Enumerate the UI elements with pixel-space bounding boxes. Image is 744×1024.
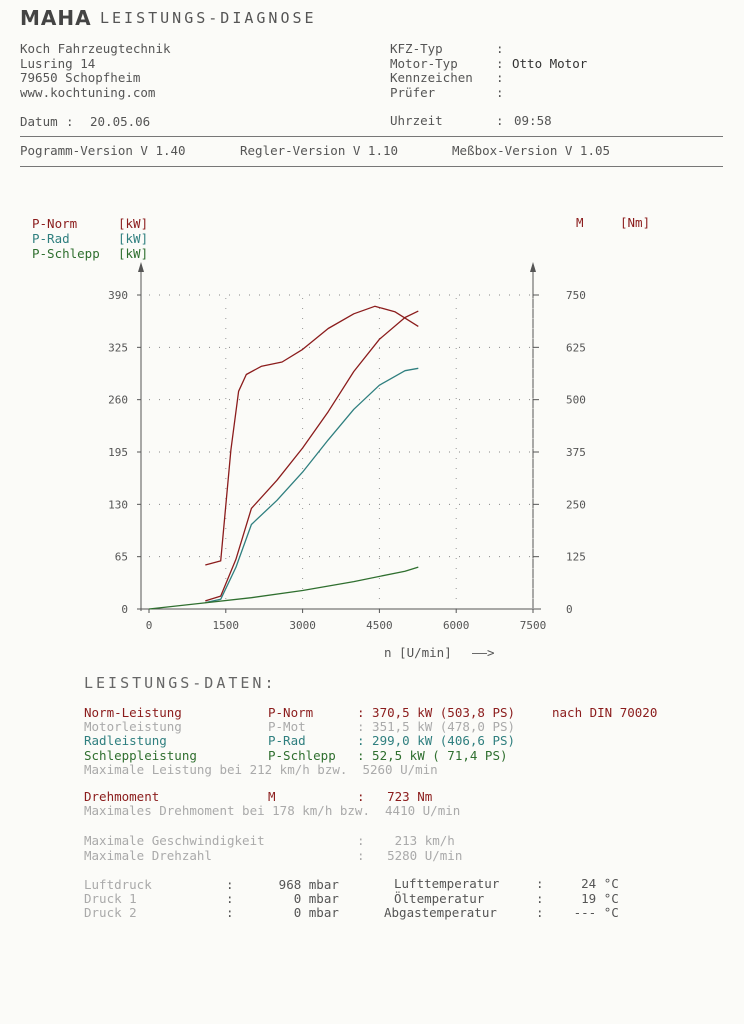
- x-axis-label: n [U/min]: [384, 645, 452, 660]
- uhrzeit-value: 09:58: [514, 113, 552, 128]
- row-label: Radleistung: [84, 733, 167, 748]
- kennzeichen-label: Kennzeichen: [390, 70, 473, 85]
- legend-p-norm-unit: [kW]: [118, 216, 149, 231]
- company-web: www.kochtuning.com: [20, 85, 156, 100]
- y-left-tick-label: 390: [108, 289, 128, 302]
- drehmoment-value: : 723 Nm: [357, 789, 433, 804]
- y-left-tick-label: 65: [114, 550, 128, 564]
- druck2-label: Druck 2: [84, 905, 137, 920]
- x-tick-label: 7500: [519, 619, 547, 632]
- legend-p-norm: P-Norm: [32, 216, 78, 231]
- row-extra: nach DIN 70020: [552, 705, 658, 720]
- x-axis-arrow: ——>: [472, 645, 495, 660]
- pruefer-label: Prüfer: [390, 85, 436, 100]
- programm-version: Pogramm-Version V 1.40: [20, 143, 186, 158]
- maha-logo: MAHA: [20, 6, 92, 30]
- oeltemp-value: : 19 °C: [536, 891, 619, 906]
- luftdruck-value: : 968 mbar: [226, 877, 339, 892]
- drehmoment-key: M: [268, 789, 276, 804]
- max-drehmoment: Maximales Drehmoment bei 178 km/h bzw. 4410 U/min: [84, 803, 461, 818]
- uhrzeit-label: Uhrzeit: [390, 113, 443, 128]
- colon: :: [496, 85, 504, 100]
- colon: :: [66, 114, 74, 129]
- legend-p-rad: P-Rad: [32, 231, 70, 246]
- row-label: Norm-Leistung: [84, 705, 182, 720]
- leistungs-daten-title: LEISTUNGS-DATEN:: [84, 674, 277, 692]
- druck2-value: : 0 mbar: [226, 905, 339, 920]
- datum-label: Datum: [20, 114, 58, 129]
- y-right-tick-label: 375: [566, 446, 586, 459]
- y-right-tick-label: 250: [566, 498, 586, 512]
- druck1-value: : 0 mbar: [226, 891, 339, 906]
- oeltemp-label: Öltemperatur: [394, 891, 485, 906]
- row-value: : 351,5 kW (478,0 PS): [357, 719, 516, 734]
- x-tick-label: 0: [145, 619, 153, 632]
- row-value: : 52,5 kW ( 71,4 PS): [357, 748, 508, 763]
- y-left-tick-label: 325: [108, 341, 128, 355]
- y-right-tick-label: 750: [566, 289, 586, 302]
- series-line-p-norm: [205, 311, 418, 601]
- y-left-tick-label: 195: [108, 446, 128, 459]
- y-left-tick-label: 0: [121, 603, 128, 616]
- luftdruck-label: Luftdruck: [84, 877, 152, 892]
- abgastemp-value: : --- °C: [536, 905, 619, 920]
- x-tick-label: 4500: [366, 619, 393, 632]
- x-tick-label: 1500: [212, 619, 240, 632]
- y-right-tick-label: 625: [566, 341, 586, 355]
- y-right-arrow-icon: [530, 262, 536, 272]
- drehmoment-label: Drehmoment: [84, 789, 160, 804]
- colon: :: [496, 41, 504, 56]
- legend-p-schlepp: P-Schlepp: [32, 246, 100, 261]
- colon: :: [496, 56, 504, 71]
- company-city: 79650 Schopfheim: [20, 70, 141, 85]
- max-geschw-value: : 213 km/h: [357, 833, 455, 848]
- messbox-version: Meßbox-Version V 1.05: [452, 143, 611, 158]
- motor-typ-value: Otto Motor: [512, 56, 588, 71]
- series-line-p-schlepp: [149, 567, 418, 609]
- row-key: P-Schlepp: [268, 748, 336, 763]
- y-right-tick-label: 0: [566, 603, 573, 616]
- legend-p-rad-unit: [kW]: [118, 231, 149, 246]
- x-tick-label: 6000: [442, 619, 470, 632]
- lufttemp-value: : 24 °C: [536, 876, 619, 891]
- legend-p-schlepp-unit: [kW]: [118, 246, 149, 261]
- max-drehzahl-label: Maximale Drehzahl: [84, 848, 212, 863]
- abgastemp-label: Abgastemperatur: [384, 905, 497, 920]
- row-key: P-Mot: [268, 719, 306, 734]
- kfz-typ-label: KFZ-Typ: [390, 41, 443, 56]
- y-left-tick-label: 130: [108, 498, 128, 512]
- max-geschw-label: Maximale Geschwindigkeit: [84, 833, 265, 848]
- regler-version: Regler-Version V 1.10: [240, 143, 399, 158]
- company-street: Lusring 14: [20, 56, 96, 71]
- legend-m-unit: [Nm]: [620, 215, 651, 230]
- lufttemp-label: Lufttemperatur: [394, 876, 500, 891]
- max-drehzahl-value: : 5280 U/min: [357, 848, 463, 863]
- max-leistung: Maximale Leistung bei 212 km/h bzw. 5260 U/min: [84, 762, 438, 777]
- druck1-label: Druck 1: [84, 891, 137, 906]
- legend-m: M: [576, 215, 584, 230]
- x-tick-label: 3000: [289, 619, 316, 632]
- motor-typ-label: Motor-Typ: [390, 56, 458, 71]
- row-key: P-Norm: [268, 705, 314, 720]
- row-label: Schleppleistung: [84, 748, 197, 763]
- row-key: P-Rad: [268, 733, 306, 748]
- y-left-tick-label: 260: [108, 393, 128, 407]
- y-right-tick-label: 125: [566, 550, 586, 564]
- y-right-tick-label: 500: [566, 393, 586, 407]
- row-value: : 299,0 kW (406,6 PS): [357, 733, 516, 748]
- row-value: : 370,5 kW (503,8 PS): [357, 705, 516, 720]
- row-label: Motorleistung: [84, 719, 182, 734]
- page-title: LEISTUNGS-DIAGNOSE: [100, 9, 317, 27]
- datum-value: 20.05.06: [90, 114, 151, 129]
- colon: :: [496, 70, 504, 85]
- colon: :: [496, 113, 504, 128]
- y-left-arrow-icon: [138, 262, 144, 272]
- company-name: Koch Fahrzeugtechnik: [20, 41, 171, 56]
